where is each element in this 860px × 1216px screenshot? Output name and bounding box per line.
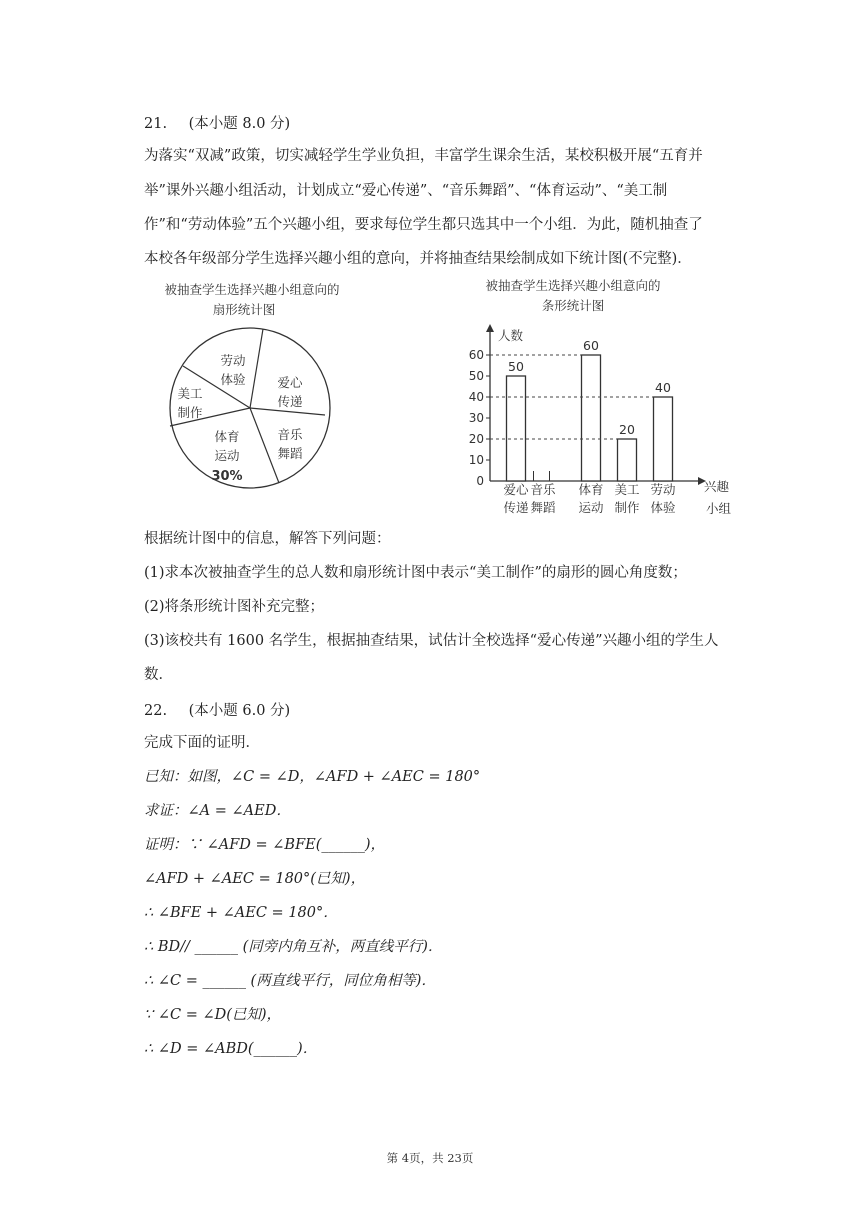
y-tick-label: 10 [468, 453, 484, 467]
pie-label-aixin-2: 传递 [277, 394, 303, 409]
bar-chart-figure [455, 278, 745, 523]
category-label-line-2: 制作 [614, 500, 640, 515]
category-label-line-1: 劳动 [650, 482, 676, 497]
category-label-line-2: 体验 [650, 500, 676, 515]
bar-value-label: 20 [619, 422, 635, 437]
q22-line-1: 完成下面的证明． [144, 735, 260, 751]
q22-number: 22. [144, 703, 168, 719]
y-tick-label: 0 [476, 474, 484, 488]
pie-label-tiyu-percent: 30% [211, 469, 243, 484]
pie-label-tiyu-2: 运动 [214, 448, 240, 463]
q21-sub-2: (2)将条形统计图补充完整； [144, 599, 325, 615]
q21-para-line-2: 举”课外兴趣小组活动，计划成立“爱心传递”、“音乐舞蹈”、“体育运动”、“美工制 [144, 183, 668, 199]
y-tick-label: 60 [468, 348, 484, 362]
bar-x-axis-label-2: 小组 [706, 501, 732, 516]
category-label-line-2: 运动 [578, 500, 604, 515]
pie-label-laodong-1: 劳动 [220, 353, 246, 368]
q22-line-8: ∴ ∠C = ______ (两直线平行，同位角相等)． [144, 973, 436, 989]
pie-label-meigong-2: 制作 [177, 405, 203, 420]
q22-line-4: 证明：∵ ∠AFD = ∠BFE(______)， [144, 837, 386, 853]
q22-score: (本小题 6.0 分) [188, 703, 291, 719]
q22-line-10: ∴ ∠D = ∠ABD(______)． [144, 1041, 318, 1057]
pie-title-line-1: 被抽查学生选择兴趣小组意向的 [164, 282, 340, 297]
category-label-line-1: 体育 [578, 482, 604, 497]
q22-line-5: ∠AFD + ∠AEC = 180°(已知)， [144, 871, 366, 887]
category-label-line-2: 传递 [503, 500, 529, 515]
pie-label-meigong-1: 美工 [177, 386, 203, 401]
pie-label-yinyue-2: 舞蹈 [277, 446, 303, 461]
q21-para-line-1: 为落实“双减”政策，切实减轻学生学业负担，丰富学生课余生活，某校积极开展“五育并 [144, 148, 703, 164]
q21-sub-3b: 数． [144, 667, 173, 683]
pie-label-aixin-1: 爱心 [277, 375, 303, 390]
q22-header [144, 699, 290, 720]
q21-number: 21. [144, 116, 168, 132]
q21-score: (本小题 8.0 分) [188, 116, 291, 132]
pie-label-laodong-2: 体验 [220, 372, 246, 387]
pie-divider-3 [250, 408, 279, 483]
pie-label-tiyu-1: 体育 [214, 429, 240, 444]
bar-value-label: 60 [583, 338, 599, 353]
category-label-line-1: 音乐 [530, 482, 556, 497]
category-label-line-1: 美工 [614, 482, 640, 497]
y-tick-label: 40 [468, 390, 484, 404]
q21-para-line-4: 本校各年级部分学生选择兴趣小组的意向，并将抽查结果绘制成如下统计图(不完整)． [144, 251, 692, 267]
bar [654, 397, 673, 481]
pie-label-yinyue-1: 音乐 [277, 427, 303, 442]
q22-line-2: 已知：如图，∠C = ∠D，∠AFD + ∠AEC = 180° [144, 769, 481, 785]
bar [507, 376, 526, 481]
pie-chart-figure [140, 280, 380, 505]
q22-line-3: 求证：∠A = ∠AED． [144, 803, 291, 819]
pie-divider-1 [250, 329, 263, 408]
category-label-line-2: 舞蹈 [530, 500, 556, 515]
bar-title-line-2: 条形统计图 [541, 298, 605, 313]
pie-title-line-2: 扇形统计图 [212, 302, 276, 317]
pie-divider-2 [250, 408, 325, 415]
q21-para-line-3: 作”和“劳动体验”五个兴趣小组，要求每位学生都只选其中一个小组．为此，随机抽查了 [144, 217, 703, 233]
q22-line-7: ∴ BD// ______ (同旁内角互补，两直线平行)． [144, 939, 443, 955]
q21-sub-3a: (3)该校共有 1600 名学生，根据抽查结果，试估计全校选择“爱心传递”兴趣小组的学生人 [144, 633, 719, 649]
q21-intro: 根据统计图中的信息，解答下列问题： [144, 531, 391, 547]
bar [582, 355, 601, 481]
bar-value-label: 40 [655, 380, 671, 395]
y-axis-arrow [486, 324, 494, 332]
bar-marks-group [469, 324, 706, 515]
q22-line-9: ∵ ∠C = ∠D(已知)， [144, 1007, 282, 1023]
bar-value-label: 50 [508, 359, 524, 374]
bar-x-axis-label-1: 兴趣 [704, 479, 730, 494]
bar [618, 439, 637, 481]
category-label-line-1: 爱心 [503, 482, 529, 497]
bar-y-axis-label: 人数 [498, 328, 524, 343]
bar-title-line-1: 被抽查学生选择兴趣小组意向的 [485, 278, 661, 293]
q21-header [144, 112, 290, 133]
q21-sub-1: (1)求本次被抽查学生的总人数和扇形统计图中表示“美工制作”的扇形的圆心角度数； [144, 565, 687, 581]
y-tick-label: 20 [468, 432, 484, 446]
y-tick-label: 50 [468, 369, 484, 383]
q22-line-6: ∴ ∠BFE + ∠AEC = 180°． [144, 905, 338, 921]
y-tick-label: 30 [468, 411, 484, 425]
page-footer: 第 4页，共 23页 [386, 1151, 474, 1165]
